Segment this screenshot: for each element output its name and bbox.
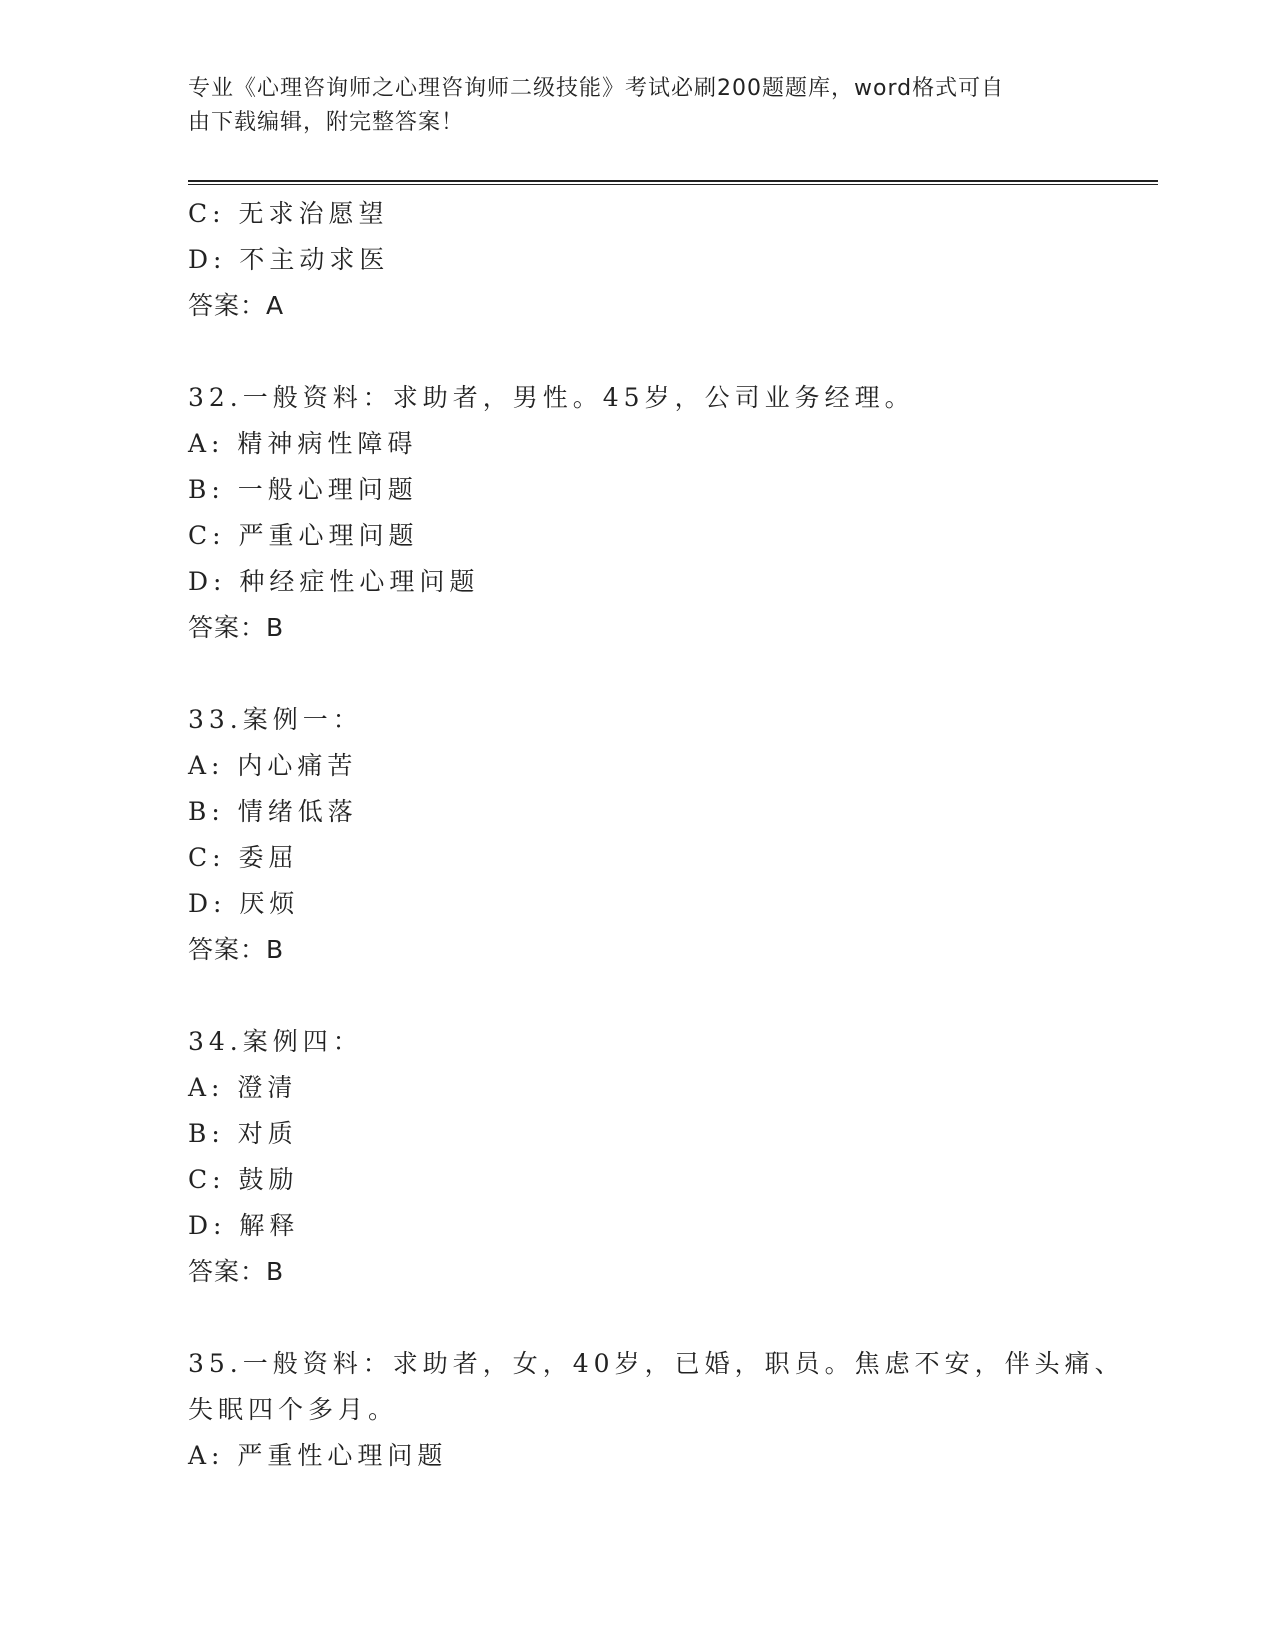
question-stem: 35.一般资料：求助者，女，40岁，已婚，职员。焦虑不安，伴头痛、 (188, 1349, 1125, 1378)
option-b: B: 对质 (188, 1119, 298, 1148)
question-31-continued (188, 191, 1158, 329)
answer-line: 答案：A (188, 291, 285, 320)
spacer (188, 651, 1158, 697)
header-line-1: 专业《心理咨询师之心理咨询师二级技能》考试必刷200题题库，word格式可自 (188, 76, 1005, 101)
option-d: D: 厌烦 (188, 889, 300, 918)
question-list (188, 191, 1158, 1479)
header-rule-thick (188, 180, 1158, 182)
option-d: D: 不主动求医 (188, 245, 390, 274)
header-line-2: 由下载编辑，附完整答案！ (188, 110, 465, 135)
header-rule-thin (188, 184, 1158, 185)
option-b: B: 一般心理问题 (188, 475, 418, 504)
option-b: B: 情绪低落 (188, 797, 358, 826)
answer-line: 答案：B (188, 935, 285, 964)
question-stem: 34.案例四： (188, 1027, 363, 1056)
spacer (188, 973, 1158, 1019)
spacer (188, 329, 1158, 375)
option-d: D: 解释 (188, 1211, 300, 1240)
option-c: C: 鼓励 (188, 1165, 299, 1194)
answer-line: 答案：B (188, 613, 285, 642)
answer-line: 答案：B (188, 1257, 285, 1286)
option-a: A: 精神病性障碍 (188, 429, 418, 458)
question-35 (188, 1341, 1158, 1479)
question-33 (188, 697, 1158, 973)
option-c: C: 委屈 (188, 843, 299, 872)
option-d: D: 种经症性心理问题 (188, 567, 480, 596)
option-a: A: 内心痛苦 (188, 751, 358, 780)
option-a: A: 澄清 (188, 1073, 298, 1102)
document-header (188, 72, 1068, 140)
option-a: A: 严重性心理问题 (188, 1441, 448, 1470)
question-stem: 33.案例一： (188, 705, 363, 734)
spacer (188, 1295, 1158, 1341)
question-34 (188, 1019, 1158, 1295)
option-c: C: 无求治愿望 (188, 199, 389, 228)
question-stem: 32.一般资料：求助者，男性。45岁，公司业务经理。 (188, 383, 915, 412)
option-c: C: 严重心理问题 (188, 521, 419, 550)
question-32 (188, 375, 1158, 651)
question-stem-continued: 失眠四个多月。 (188, 1395, 399, 1424)
